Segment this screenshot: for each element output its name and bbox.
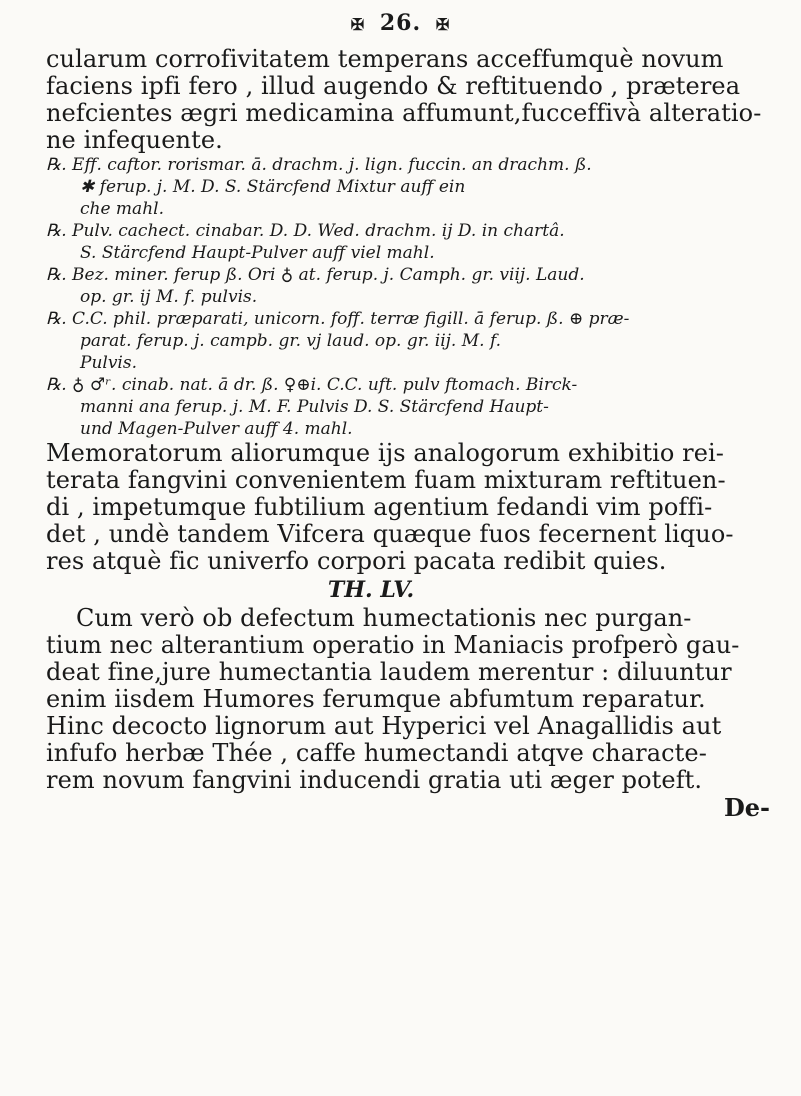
text-line: ℞. C.C. phil. præparati, unicorn. foff. terræ figill. ā ferup. ß. ⊕ præ- — [46, 309, 630, 329]
text-line: S. Stärcfend Haupt-Pulver auff viel mahl. — [80, 243, 435, 263]
text-line: res atquè fic univerfo corpori pacata redibit quies. — [46, 548, 667, 575]
text-line: Cum verò ob defectum humectationis nec purgan- — [76, 605, 692, 632]
text-line: ✱ ferup. j. M. D. S. Stärcfend Mixtur auff ein — [80, 177, 466, 197]
text-line: Memoratorum aliorumque ijs analogorum exhibitio rei- — [46, 440, 724, 467]
text-body — [46, 46, 776, 821]
text-line: Hinc decocto lignorum aut Hyperici vel Anagallidis aut — [46, 713, 722, 740]
text-line: ℞. Pulv. cachect. cinabar. D. D. Wed. drachm. ij D. in chartâ. — [46, 221, 565, 241]
paragraph-humectation — [46, 605, 776, 794]
paragraph-and-recipes — [46, 46, 776, 575]
ornament-left-icon: ✠ — [350, 14, 366, 34]
text-line: ℞. ♁ ♂ʳ. cinab. nat. ā dr. ß. ♀⊕i. C.C. uft. pulv ftomach. Birck- — [46, 375, 578, 395]
text-line: di , impetumque fubtilium agentium fedandi vim poffi- — [46, 494, 713, 521]
text-line: terata fangvini convenientem fuam mixturam reftituen- — [46, 467, 726, 494]
page-number: 26. — [379, 10, 422, 36]
page-header — [0, 10, 801, 36]
text-line: che mahl. — [80, 199, 164, 219]
text-line: tium nec alterantium operatio in Maniacis profperò gau- — [46, 632, 740, 659]
catchword: De- — [723, 794, 770, 821]
text-line: ℞. Eff. caftor. rorismar. ā. drachm. j. lign. fuccin. an drachm. ß. — [46, 155, 592, 175]
ornament-right-icon: ✠ — [435, 14, 451, 34]
text-line: rem novum fangvini inducendi gratia uti æger poteft. — [46, 767, 703, 794]
text-line: und Magen-Pulver auff 4. mahl. — [80, 419, 353, 439]
text-line: Pulvis. — [80, 353, 137, 373]
section-heading: TH. LV. — [327, 577, 415, 603]
text-line: op. gr. ij M. f. pulvis. — [80, 287, 258, 307]
text-line: cularum corrofivitatem temperans acceffumquè novum — [46, 46, 724, 73]
text-line: nefcientes ægri medicamina affumunt,fucceffivà alteratio- — [46, 100, 762, 127]
text-line: det , undè tandem Vifcera quæque fuos fecernent liquo- — [46, 521, 734, 548]
text-line: infufo herbæ Thée , caffe humectandi atqve characte- — [46, 740, 707, 767]
text-line: ℞. Bez. miner. ferup ß. Ori ♁ at. ferup. j. Camph. gr. viij. Laud. — [46, 265, 585, 285]
text-line: faciens ipfi fero , illud augendo & reftituendo , præterea — [46, 73, 741, 100]
text-line: deat fine,jure humectantia laudem merentur : diluuntur — [46, 659, 732, 686]
text-line: parat. ferup. j. campb. gr. vj laud. op. gr. iij. M. f. — [80, 331, 502, 351]
text-line: manni ana ferup. j. M. F. Pulvis D. S. Stärcfend Haupt- — [80, 397, 549, 417]
text-line: ne infequente. — [46, 127, 223, 154]
text-line: enim iisdem Humores ferumque abfumtum reparatur. — [46, 686, 706, 713]
